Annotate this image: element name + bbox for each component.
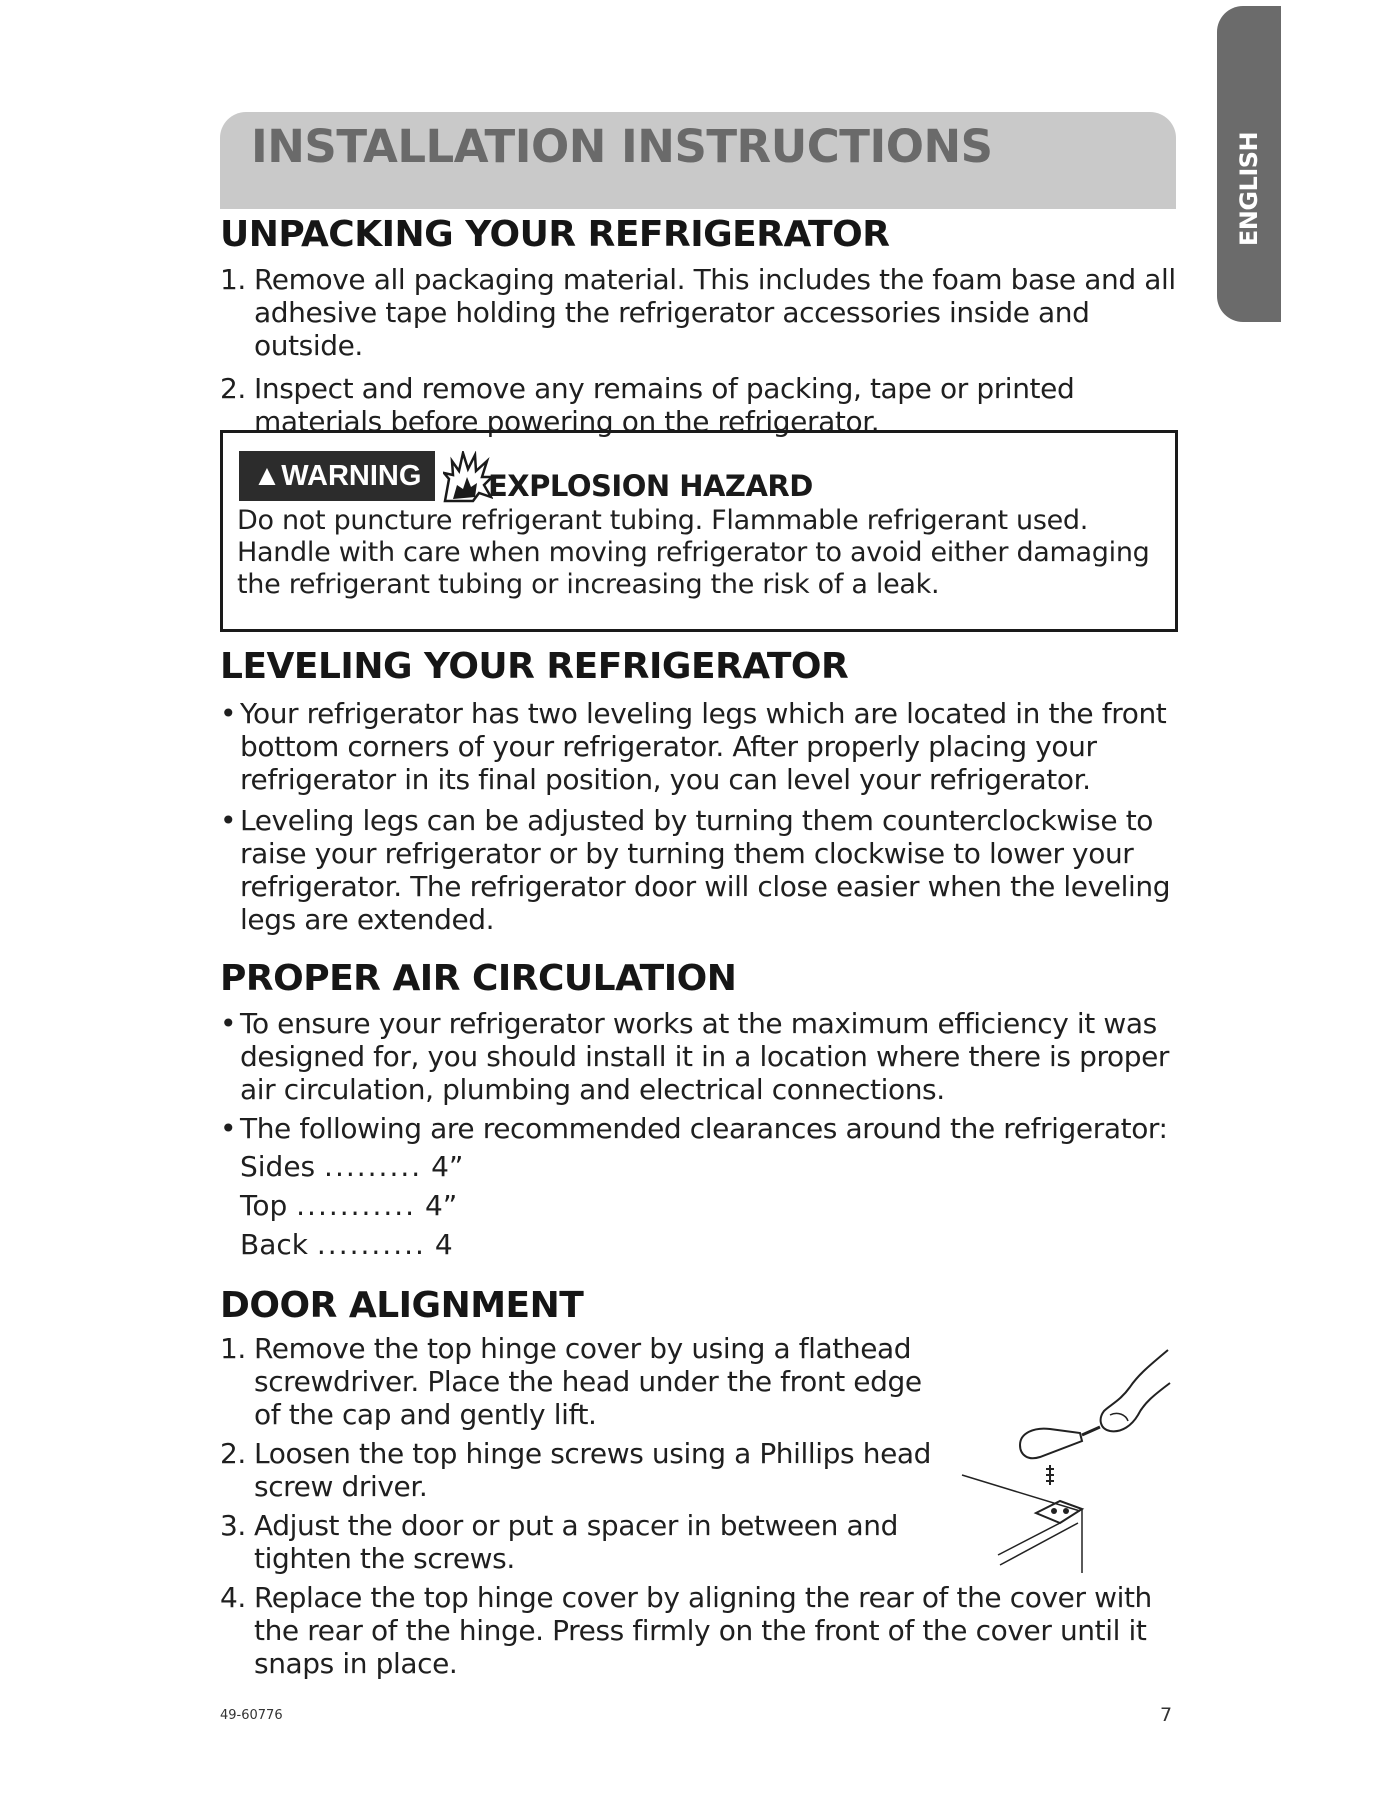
clearance-dots: ......... (324, 1150, 423, 1183)
air-list (220, 1007, 1180, 1145)
clearance-row (220, 1225, 1180, 1264)
item-number: 2. (220, 372, 246, 405)
clearance-list (220, 1147, 1180, 1264)
item-text: Replace the top hinge cover by aligning the rear of the cover with the rear of the hinge. Press firmly on the front of the cover until it snaps in place. (254, 1581, 1152, 1680)
list-item (220, 1437, 954, 1503)
item-number: 3. (220, 1509, 246, 1542)
item-text: To ensure your refrigerator works at the maximum efficiency it was designed for, you should install it in a location where there is proper air circulation, plumbing and electrical connections. (240, 1007, 1170, 1106)
bullet-icon: • (220, 697, 237, 730)
clearance-label: Back (240, 1228, 308, 1261)
warning-box (220, 430, 1178, 632)
bullet-icon: • (220, 1007, 237, 1040)
air-section (220, 958, 1180, 1264)
item-number: 1. (220, 1332, 246, 1365)
clearance-value: 4” (431, 1150, 464, 1183)
item-text: Your refrigerator has two leveling legs which are located in the front bottom corners of your refrigerator. After properly placing your refrigerator in its final position, you can level your refrigerator. (240, 697, 1167, 796)
list-item (220, 1332, 954, 1431)
item-number: 1. (220, 263, 246, 296)
warning-badge (239, 451, 435, 501)
clearance-dots: ........... (296, 1189, 417, 1222)
unpacking-section (220, 214, 1180, 438)
bullet-icon: • (220, 804, 237, 837)
warning-badge-label: WARNING (281, 460, 422, 492)
air-heading: PROPER AIR CIRCULATION (220, 958, 737, 999)
warning-text: Do not puncture refrigerant tubing. Flammable refrigerant used. Handle with care when moving refrigerator to avoid either damaging the refrigerant tubing or increasing the risk of a leak. (237, 505, 1150, 600)
item-text: Inspect and remove any remains of packing, tape or printed materials before powering on the refrigerator. (254, 372, 1075, 438)
page-title-band (220, 112, 1176, 209)
leveling-section (220, 646, 1180, 936)
item-text: Remove all packaging material. This includes the foam base and all adhesive tape holding the refrigerator accessories inside and outside. (254, 263, 1176, 362)
language-tab-label: ENGLISH (1235, 131, 1263, 247)
language-tab (1217, 6, 1281, 322)
unpacking-heading: UNPACKING YOUR REFRIGERATOR (220, 214, 890, 255)
page-number: 7 (1160, 1704, 1173, 1726)
list-item (220, 1581, 1194, 1680)
item-text: Leveling legs can be adjusted by turning them counterclockwise to raise your refrigerator or by turning them clockwise to lower your refrigerator. The refrigerator door will close easier when the leveling legs are extended. (240, 804, 1171, 936)
list-item (220, 372, 1180, 438)
item-text: Loosen the top hinge screws using a Phillips head screw driver. (254, 1437, 932, 1503)
item-text: Adjust the door or put a spacer in between and tighten the screws. (254, 1509, 898, 1575)
clearance-row (220, 1186, 1180, 1225)
bullet-icon: • (220, 1112, 237, 1145)
page-title: INSTALLATION INSTRUCTIONS (251, 120, 993, 173)
list-item (220, 1112, 1180, 1145)
list-item (220, 263, 1180, 362)
explosion-icon (443, 451, 493, 503)
document-number: 49-60776 (220, 1708, 283, 1723)
unpacking-list (220, 263, 1180, 438)
item-text: Remove the top hinge cover by using a flathead screwdriver. Place the head under the front edge of the cap and gently lift. (254, 1332, 922, 1431)
item-text: The following are recommended clearances around the refrigerator: (240, 1112, 1168, 1145)
list-item (220, 697, 1180, 796)
leveling-heading: LEVELING YOUR REFRIGERATOR (220, 646, 849, 687)
item-number: 4. (220, 1581, 246, 1614)
clearance-row (220, 1147, 1180, 1186)
item-number: 2. (220, 1437, 246, 1470)
hinge-illustration (950, 1345, 1180, 1575)
door-heading: DOOR ALIGNMENT (220, 1285, 584, 1326)
clearance-value: 4” (424, 1189, 458, 1222)
hazard-title: EXPLOSION HAZARD (488, 469, 813, 503)
list-item (220, 1007, 1180, 1106)
list-item (220, 1509, 954, 1575)
clearance-value: 4 (434, 1228, 453, 1261)
clearance-label: Top (240, 1189, 288, 1222)
clearance-label: Sides (240, 1150, 316, 1183)
clearance-dots: .......... (316, 1228, 426, 1261)
warning-triangle-icon: ▲ (252, 460, 282, 492)
leveling-list (220, 697, 1180, 936)
list-item (220, 804, 1180, 936)
